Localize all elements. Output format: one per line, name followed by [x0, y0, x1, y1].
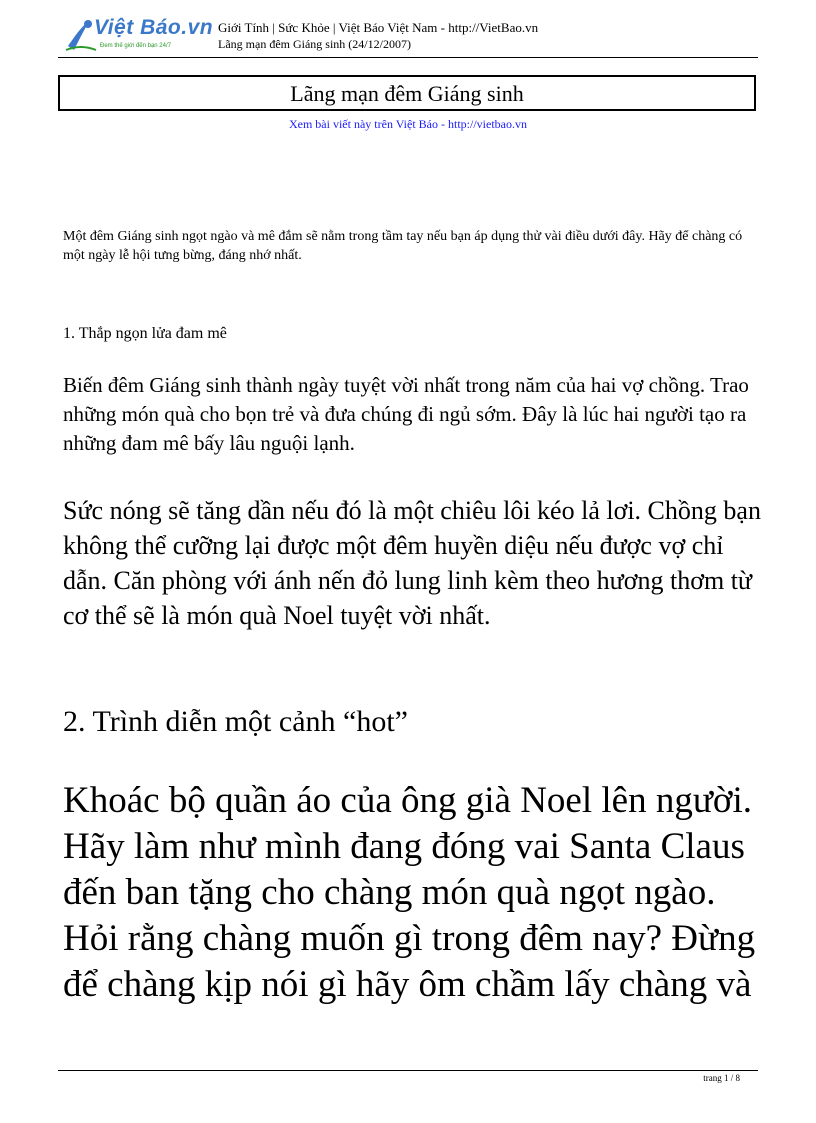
paragraph-1: Biến đêm Giáng sinh thành ngày tuyệt vời nhất trong năm của hai vợ chồng. Trao những món quà cho bọn trẻ và đưa chúng đi ngủ sớm. Đây là lúc hai người tạo ra những đam mê bấy lâu nguội lạnh.: [63, 373, 749, 455]
paragraph-3: Khoác bộ quần áo của ông già Noel lên người. Hãy làm như mình đang đóng vai Santa Claus đến ban tặng cho chàng món quà ngọt ngào. Hỏi rằng chàng muốn gì trong đêm nay? Đừng để chàng kịp nói gì hãy ôm chầm lấy chàng và: [63, 780, 756, 1005]
paragraph-2: Sức nóng sẽ tăng dần nếu đó là một chiêu lôi kéo lả lơi. Chồng bạn không thể cưỡng lại được một đêm huyền diệu nếu được vợ chỉ dẫn. Căn phòng với ánh nến đỏ lung linh kèm theo hương thơm từ cơ thể sẽ là món quà Noel tuyệt vời nhất.: [63, 496, 761, 630]
intro-paragraph: Một đêm Giáng sinh ngọt ngào và mê đắm sẽ nằm trong tầm tay nếu bạn áp dụng thử vài điều dưới đây. Hãy để chàng có một ngày lễ hội tưng bừng, đáng nhớ nhất.: [63, 229, 743, 263]
section-heading-2: 2. Trình diễn một cảnh “hot”: [63, 705, 408, 738]
logo-text: Việt Báo.vn: [94, 16, 214, 39]
logo-tagline: Đem thế giới đến bạn 24/7: [100, 43, 171, 49]
article-title: Lãng mạn đêm Giáng sinh: [58, 75, 756, 111]
vietbao-logo[interactable]: [64, 16, 214, 56]
logo-figure-icon: [64, 16, 98, 54]
page-header: [58, 12, 758, 57]
footer-divider: [58, 1070, 758, 1071]
page-number: trang 1 / 8: [703, 1073, 740, 1083]
section-heading-1: 1. Thắp ngọn lửa đam mê: [63, 325, 227, 342]
source-link[interactable]: Xem bài viết này trên Việt Báo - http://vietbao.vn: [288, 117, 527, 131]
site-title: Giới Tính | Sức Khỏe | Việt Báo Việt Nam - http://VietBao.vn: [218, 20, 539, 35]
header-divider: [58, 57, 758, 58]
article-subtitle: Lãng mạn đêm Giáng sinh (24/12/2007): [218, 37, 411, 51]
